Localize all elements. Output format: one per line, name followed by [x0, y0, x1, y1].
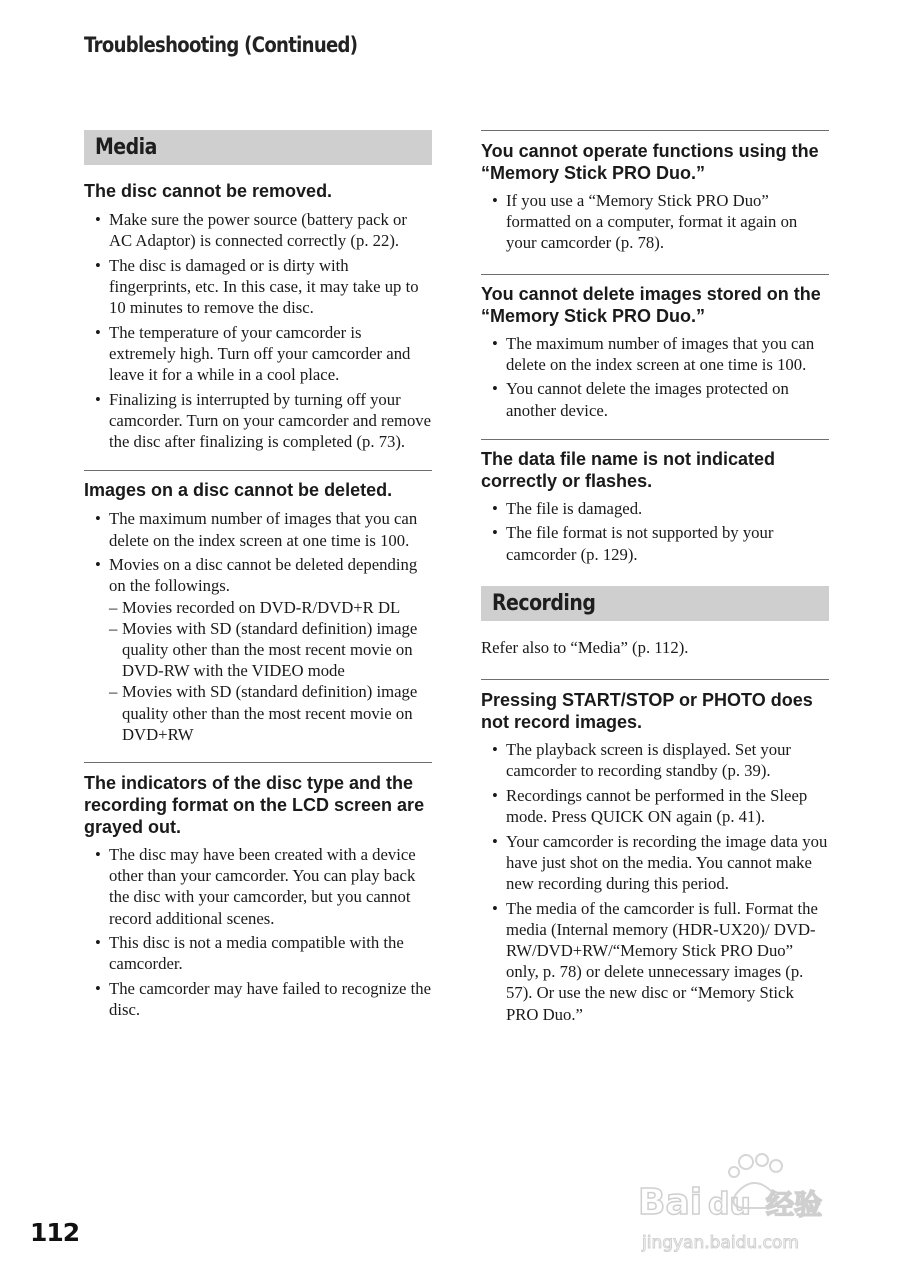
list-item: • Finalizing is interrupted by turning off your camcorder. Turn on your camcorder and remove the disc after finalizing is completed (p. 73). [84, 389, 432, 453]
section-header-recording [481, 586, 829, 621]
baidu-watermark-logo [636, 1150, 846, 1260]
section-header-media [84, 130, 432, 165]
svg-text:Bai: Bai [638, 1182, 703, 1223]
list-item: • The disc is damaged or is dirty with fingerprints, etc. In this case, it may take up to 10 minutes to remove the disc. [84, 255, 432, 319]
page-header-title: Troubleshooting (Continued) [84, 33, 358, 57]
block-title: The indicators of the disc type and the recording format on the LCD screen are grayed out. [84, 773, 425, 838]
list-item: • This disc is not a media compatible with the camcorder. [84, 932, 432, 974]
list-item: • The temperature of your camcorder is extremely high. Turn off your camcorder and leave it for a while in a cool place. [84, 322, 432, 386]
bullet-list [84, 508, 432, 745]
bullet-list [84, 844, 432, 1020]
list-item: • Your camcorder is recording the image data you have just shot on the media. You cannot make new recording during this period. [481, 831, 829, 895]
bullet-list [84, 209, 432, 452]
list-item: • The playback screen is displayed. Set your camcorder to recording standby (p. 39). [481, 739, 829, 781]
list-item: • The file format is not supported by your camcorder (p. 129). [481, 522, 829, 564]
list-item: • Make sure the power source (battery pack or AC Adaptor) is connected correctly (p. 22). [84, 209, 432, 251]
bullet-list [481, 498, 829, 565]
trouble-block [84, 180, 432, 452]
bullet-list [481, 333, 829, 421]
divider [84, 762, 432, 763]
divider [481, 274, 829, 275]
section-title: Media [95, 135, 157, 160]
svg-text:jingyan.baidu.com: jingyan.baidu.com [642, 1233, 799, 1253]
list-item: • The maximum number of images that you can delete on the index screen at one time is 100. [84, 508, 432, 550]
trouble-block [84, 772, 432, 1020]
divider [481, 679, 829, 680]
sub-list-item: – Movies with SD (standard definition) image quality other than the most recent movie on DVD-RW with the VIDEO mode [109, 618, 432, 682]
sub-list-item: – Movies recorded on DVD-R/DVD+R DL [109, 597, 432, 618]
page-number: 112 [30, 1218, 80, 1247]
right-column [481, 130, 829, 1028]
block-title: You cannot delete images stored on the “Memory Stick PRO Duo.” [481, 283, 821, 326]
list-item: • The media of the camcorder is full. Format the media (Internal memory (HDR-UX20)/ DVD-RW/DVD+RW/“Memory Stick PRO Duo” only, p. 78) or delete unnecessary images (p. 57). Or use the new disc or “Memory Stick PRO Duo.” [481, 898, 829, 1025]
svg-text:经验: 经验 [766, 1188, 823, 1221]
divider [84, 470, 432, 471]
svg-text:du: du [708, 1187, 751, 1222]
list-item: • The disc may have been created with a device other than your camcorder. You can play back the disc with your camcorder, but you cannot record additional scenes. [84, 844, 432, 929]
sub-list-item: – Movies with SD (standard definition) image quality other than the most recent movie on DVD+RW [109, 681, 432, 745]
list-item: • The file is damaged. [481, 498, 829, 519]
trouble-block [481, 689, 829, 1025]
sub-list [109, 597, 432, 745]
block-title: Images on a disc cannot be deleted. [84, 480, 393, 501]
list-item: • If you use a “Memory Stick PRO Duo” formatted on a computer, format it again on your camcorder (p. 78). [481, 190, 829, 254]
trouble-block [481, 283, 829, 421]
list-item [84, 554, 432, 745]
divider [481, 130, 829, 131]
refer-note: Refer also to “Media” (p. 112). [481, 637, 689, 657]
block-title: The disc cannot be removed. [84, 181, 333, 201]
bullet-list [481, 190, 829, 254]
list-item: • The maximum number of images that you can delete on the index screen at one time is 100. [481, 333, 829, 375]
trouble-block [481, 140, 829, 254]
trouble-block [481, 448, 829, 565]
block-title: Pressing START/STOP or PHOTO does not record images. [481, 690, 813, 733]
left-column [84, 130, 432, 1024]
list-item-text: Movies on a disc cannot be deleted depending on the followings. [109, 555, 418, 596]
list-item: • You cannot delete the images protected on another device. [481, 378, 829, 420]
section-title: Recording [492, 590, 596, 616]
list-item: • Recordings cannot be performed in the Sleep mode. Press QUICK ON again (p. 41). [481, 785, 829, 827]
divider [481, 439, 829, 440]
block-title: You cannot operate functions using the “Memory Stick PRO Duo.” [481, 141, 819, 183]
block-title: The data file name is not indicated correctly or flashes. [481, 448, 776, 491]
trouble-block [84, 479, 432, 745]
list-item: • The camcorder may have failed to recognize the disc. [84, 978, 432, 1020]
bullet-list [481, 739, 829, 1025]
